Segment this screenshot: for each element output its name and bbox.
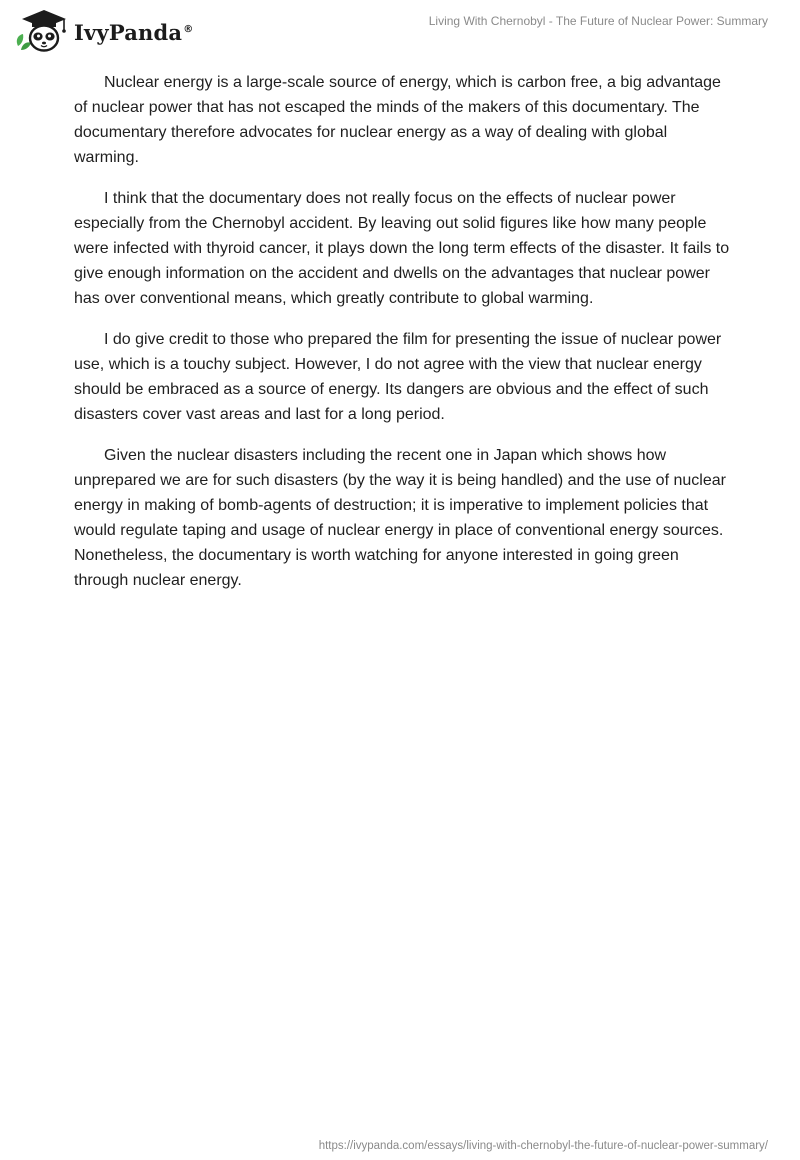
registered-mark: ® <box>183 23 194 35</box>
brand-name: IvyPanda® <box>74 19 194 45</box>
page-header <box>0 0 800 70</box>
document-title: Living With Chernobyl - The Future of Nuclear Power: Summary <box>428 14 768 28</box>
essay-body <box>74 70 734 609</box>
paragraph-4: Given the nuclear disasters including the recent one in Japan which shows how unprepared we are for such disasters (by the way it is being handled) and the use of nuclear energy in making of bomb-agents of destruction; it is imperative to implement policies that would regulate taping and usage of nuclear energy in place of conventional energy sources. Nonetheless, the documentary is worth watching for anyone interested in going green through nuclear energy. <box>74 447 726 589</box>
brand-logo[interactable] <box>14 8 193 54</box>
paragraph-2: I think that the documentary does not really focus on the effects of nuclear power especially from the Chernobyl accident. By leaving out solid figures like how many people were infected with thyroid cancer, it plays down the long term effects of the disaster. It fails to give enough information on the accident and dwells on the advantages that nuclear power has over conventional means, which greatly contribute to global warming. <box>74 190 730 307</box>
paragraph-1: Nuclear energy is a large-scale source of energy, which is carbon free, a big advantage of nuclear power that has not escaped the minds of the makers of this documentary. The documentary therefore advocates for nuclear energy as a way of dealing with global warming. <box>74 74 721 166</box>
panda-graduate-icon <box>14 8 72 54</box>
paragraph-3: I do give credit to those who prepared the film for presenting the issue of nuclear power use, which is a touchy subject. However, I do not agree with the view that nuclear energy should be embraced as a source of energy. Its dangers are obvious and the effect of such disasters cover vast areas and last for a long period. <box>74 331 722 423</box>
source-url-link[interactable]: https://ivypanda.com/essays/living-with-chernobyl-the-future-of-nuclear-power-summary/ <box>318 1140 768 1152</box>
